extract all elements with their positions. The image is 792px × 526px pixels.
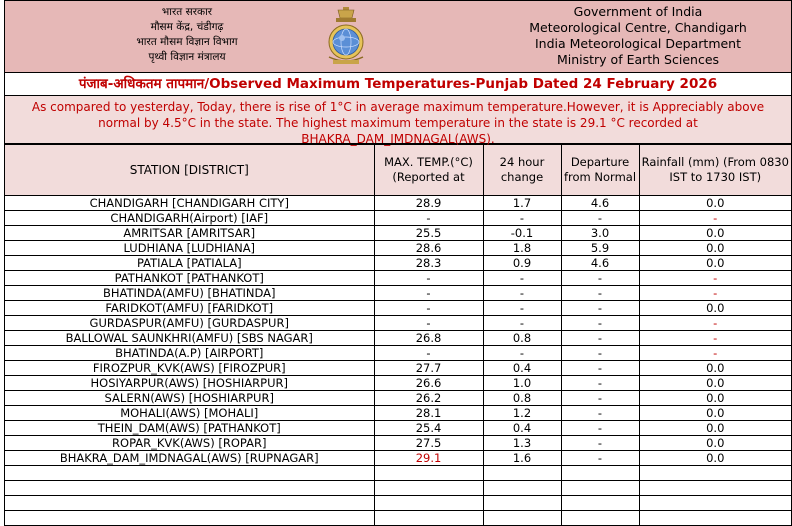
cell-rainfall: 0.0 (639, 361, 791, 376)
empty-cell (374, 466, 483, 481)
cell-departure: - (561, 436, 639, 451)
cell-station: SALERN(AWS) [HOSHIARPUR] (5, 391, 374, 406)
cell-departure: - (561, 406, 639, 421)
english-line: India Meteorological Department (534, 36, 742, 51)
cell-departure: - (561, 286, 639, 301)
english-org-block (520, 4, 756, 68)
col-header-rainfall: Rainfall (mm) (From 0830 IST to 1730 IST) (639, 145, 791, 196)
cell-station: AMRITSAR [AMRITSAR] (5, 226, 374, 241)
cell-station: BHAKRA_DAM_IMDNAGAL(AWS) [RUPNAGAR] (5, 451, 374, 466)
cell-departure: - (561, 421, 639, 436)
temperature-table (5, 144, 791, 526)
empty-cell (639, 466, 791, 481)
cell-station: CHANDIGARH(Airport) [IAF] (5, 211, 374, 226)
cell-rainfall: 0.0 (639, 451, 791, 466)
cell-rainfall: - (639, 271, 791, 286)
cell-change: 0.9 (483, 256, 561, 271)
empty-cell (5, 511, 374, 526)
cell-rainfall: 0.0 (639, 241, 791, 256)
cell-station: FARIDKOT(AMFU) [FARIDKOT] (5, 301, 374, 316)
cell-rainfall: 0.0 (639, 226, 791, 241)
cell-max-temp: 25.5 (374, 226, 483, 241)
cell-change: - (483, 346, 561, 361)
cell-rainfall: 0.0 (639, 196, 791, 211)
english-line: Government of India (573, 4, 703, 19)
cell-max-temp: - (374, 301, 483, 316)
empty-cell (561, 466, 639, 481)
cell-change: - (483, 271, 561, 286)
empty-cell (561, 511, 639, 526)
cell-rainfall: - (639, 286, 791, 301)
col-header-departure: Departure from Normal (561, 145, 639, 196)
empty-cell (561, 496, 639, 511)
table-row (5, 196, 791, 211)
report-header (5, 0, 791, 73)
empty-cell (483, 511, 561, 526)
cell-max-temp: 29.1 (374, 451, 483, 466)
cell-max-temp: 26.6 (374, 376, 483, 391)
cell-departure: - (561, 211, 639, 226)
empty-cell (483, 466, 561, 481)
cell-max-temp: 27.5 (374, 436, 483, 451)
cell-change: 1.6 (483, 451, 561, 466)
cell-change: -0.1 (483, 226, 561, 241)
hindi-line: पृथ्वी विज्ञान मंत्रालय (148, 51, 226, 63)
table-row (5, 316, 791, 331)
empty-cell (374, 481, 483, 496)
cell-change: 0.4 (483, 421, 561, 436)
cell-departure: - (561, 346, 639, 361)
cell-change: - (483, 286, 561, 301)
cell-station: GURDASPUR(AMFU) [GURDASPUR] (5, 316, 374, 331)
cell-max-temp: 25.4 (374, 421, 483, 436)
cell-max-temp: - (374, 346, 483, 361)
table-row (5, 406, 791, 421)
cell-rainfall: 0.0 (639, 391, 791, 406)
hindi-line: मौसम केंद्र, चंडीगढ़ (150, 21, 224, 33)
cell-departure: 4.6 (561, 196, 639, 211)
cell-change: - (483, 316, 561, 331)
cell-max-temp: - (374, 316, 483, 331)
cell-rainfall: 0.0 (639, 421, 791, 436)
cell-station: FIROZPUR_KVK(AWS) [FIROZPUR] (5, 361, 374, 376)
report-title: पंजाब-अधिकतम तापमान/Observed Maximum Temperatures-Punjab Dated 24 February 2026 (5, 73, 791, 96)
cell-station: PATIALA [PATIALA] (5, 256, 374, 271)
cell-change: 1.3 (483, 436, 561, 451)
table-row (5, 376, 791, 391)
cell-rainfall: 0.0 (639, 376, 791, 391)
cell-max-temp: 26.8 (374, 331, 483, 346)
empty-row (5, 466, 791, 481)
empty-cell (639, 496, 791, 511)
cell-station: THEIN_DAM(AWS) [PATHANKOT] (5, 421, 374, 436)
cell-change: 1.8 (483, 241, 561, 256)
empty-cell (5, 466, 374, 481)
empty-cell (483, 481, 561, 496)
cell-station: ROPAR_KVK(AWS) [ROPAR] (5, 436, 374, 451)
cell-change: 0.8 (483, 331, 561, 346)
cell-rainfall: 0.0 (639, 301, 791, 316)
cell-station: BHATINDA(A.P) [AIRPORT] (5, 346, 374, 361)
table-row (5, 331, 791, 346)
cell-station: BHATINDA(AMFU) [BHATINDA] (5, 286, 374, 301)
empty-cell (5, 496, 374, 511)
table-row (5, 301, 791, 316)
cell-departure: - (561, 361, 639, 376)
table-row (5, 391, 791, 406)
hindi-line: भारत मौसम विज्ञान विभाग (136, 36, 238, 48)
cell-station: BALLOWAL SAUNKHRI(AMFU) [SBS NAGAR] (5, 331, 374, 346)
cell-rainfall: 0.0 (639, 256, 791, 271)
empty-cell (5, 481, 374, 496)
cell-change: 0.8 (483, 391, 561, 406)
table-row (5, 226, 791, 241)
table-row (5, 361, 791, 376)
cell-max-temp: 28.9 (374, 196, 483, 211)
col-header-max-temp: MAX. TEMP.(°C) (Reported at (374, 145, 483, 196)
english-line: Meteorological Centre, Chandigarh (529, 20, 747, 35)
table-row (5, 421, 791, 436)
cell-station: CHANDIGARH [CHANDIGARH CITY] (5, 196, 374, 211)
cell-station: LUDHIANA [LUDHIANA] (5, 241, 374, 256)
empty-row (5, 496, 791, 511)
cell-departure: 5.9 (561, 241, 639, 256)
cell-station: HOSIYARPUR(AWS) [HOSHIARPUR] (5, 376, 374, 391)
cell-change: - (483, 211, 561, 226)
table-row (5, 286, 791, 301)
empty-cell (639, 511, 791, 526)
cell-station: PATHANKOT [PATHANKOT] (5, 271, 374, 286)
empty-cell (374, 511, 483, 526)
cell-max-temp: 27.7 (374, 361, 483, 376)
empty-cell (561, 481, 639, 496)
cell-rainfall: - (639, 331, 791, 346)
cell-departure: - (561, 376, 639, 391)
empty-cell (483, 496, 561, 511)
imd-emblem-icon (323, 5, 369, 67)
table-row (5, 211, 791, 226)
table-header-row (5, 145, 791, 196)
table-row (5, 436, 791, 451)
hindi-line: भारत सरकार (161, 6, 213, 18)
cell-departure: - (561, 271, 639, 286)
table-row (5, 451, 791, 466)
hindi-org-block (107, 5, 267, 65)
cell-station: MOHALI(AWS) [MOHALI] (5, 406, 374, 421)
cell-change: - (483, 301, 561, 316)
cell-change: 1.2 (483, 406, 561, 421)
cell-departure: - (561, 316, 639, 331)
cell-departure: - (561, 301, 639, 316)
cell-change: 1.0 (483, 376, 561, 391)
cell-departure: 3.0 (561, 226, 639, 241)
empty-row (5, 481, 791, 496)
cell-departure: - (561, 331, 639, 346)
english-line: Ministry of Earth Sciences (556, 52, 720, 67)
table-row (5, 241, 791, 256)
cell-change: 0.4 (483, 361, 561, 376)
summary-text: As compared to yesterday, Today, there is rise of 1°C in average maximum temperature.However, it is Appreciably above normal by 4.5°C in the state. The highest maximum temperature in the state is 29.1 °C recorded at BHAKRA_DAM_IMDNAGAL(AWS). (5, 96, 791, 144)
cell-departure: 4.6 (561, 256, 639, 271)
table-row (5, 346, 791, 361)
cell-max-temp: 28.3 (374, 256, 483, 271)
cell-max-temp: - (374, 211, 483, 226)
col-header-station: STATION [DISTRICT] (5, 145, 374, 196)
cell-max-temp: 28.6 (374, 241, 483, 256)
table-row (5, 256, 791, 271)
col-header-change: 24 hour change (483, 145, 561, 196)
table-row (5, 271, 791, 286)
table-body (5, 196, 791, 526)
cell-rainfall: - (639, 316, 791, 331)
cell-rainfall: 0.0 (639, 406, 791, 421)
cell-rainfall: - (639, 211, 791, 226)
cell-departure: - (561, 451, 639, 466)
empty-cell (639, 481, 791, 496)
cell-rainfall: - (639, 346, 791, 361)
cell-max-temp: - (374, 286, 483, 301)
report-sheet (4, 0, 792, 526)
empty-cell (374, 496, 483, 511)
cell-departure: - (561, 391, 639, 406)
cell-max-temp: - (374, 271, 483, 286)
cell-change: 1.7 (483, 196, 561, 211)
cell-rainfall: 0.0 (639, 436, 791, 451)
cell-max-temp: 26.2 (374, 391, 483, 406)
cell-max-temp: 28.1 (374, 406, 483, 421)
empty-row (5, 511, 791, 526)
